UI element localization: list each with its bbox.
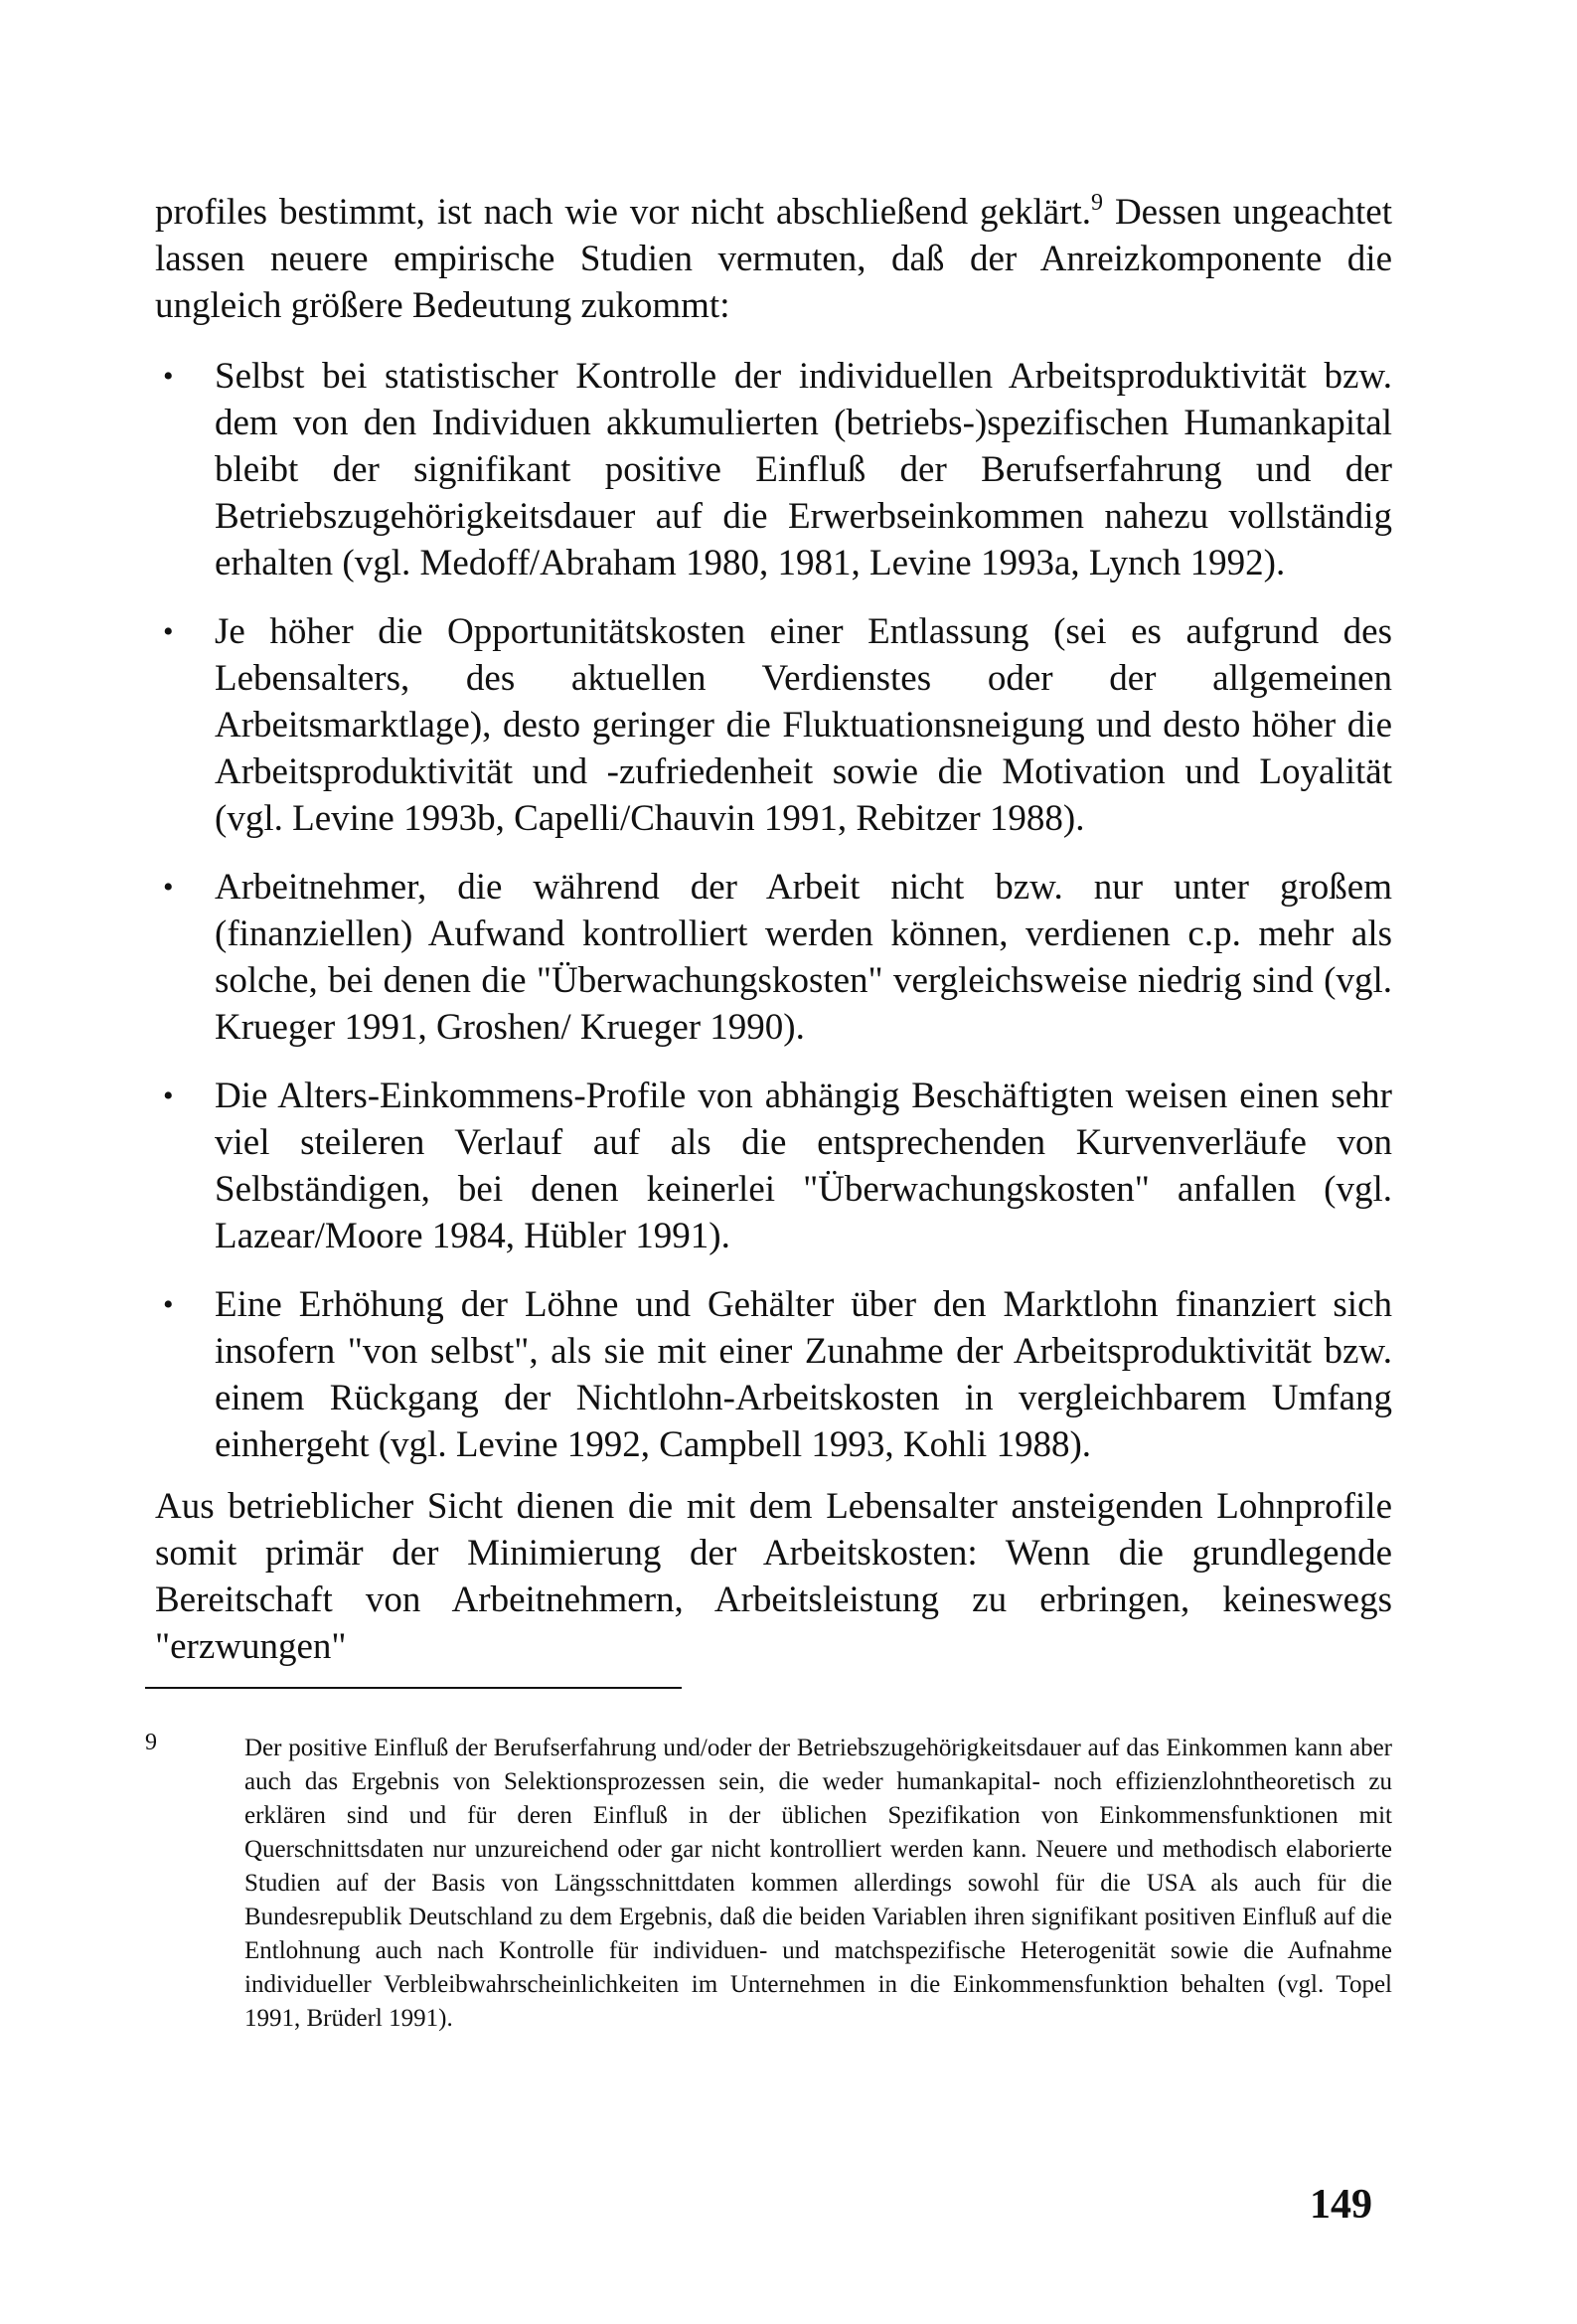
bullet-list	[155, 353, 1392, 1490]
bullet-icon: •	[163, 871, 174, 904]
bullet-icon: •	[163, 360, 174, 393]
intro-paragraph	[155, 189, 1392, 329]
list-item	[155, 1281, 1392, 1468]
bullet-text: Arbeitnehmer, die während der Arbeit nicht bzw. nur unter großem (finanziellen) Aufwand kontrolliert werden können, verdienen c.p. mehr als solche, bei denen die "Überwachungskosten" vergleichsweise niedrig sind (vgl. Krueger 1991, Groshen/ Krueger 1990).	[215, 867, 1392, 1048]
closing-paragraph: Aus betrieblicher Sicht dienen die mit dem Lebensalter ansteigenden Lohnprofile somit primär der Minimierung der Arbeitskosten: Wenn die grundlegende Bereitschaft von Arbeitnehmern, Arbeitsleistung zu erbringen, keineswegs "erzwungen"	[155, 1486, 1392, 1667]
list-item	[155, 864, 1392, 1051]
bullet-text: Eine Erhöhung der Löhne und Gehälter über den Marktlohn finanziert sich insofern "von selbst", als sie mit einer Zunahme der Arbeitsproduktivität bzw. einem Rückgang der Nichtlohn-Arbeitskosten in vergleichbarem Umfang einhergeht (vgl. Levine 1992, Campbell 1993, Kohli 1988).	[215, 1284, 1392, 1465]
list-item	[155, 353, 1392, 586]
intro-text-before-ref: profiles bestimmt, ist nach wie vor nicht abschließend geklärt.	[155, 192, 1092, 233]
footnote-text: Der positive Einfluß der Berufserfahrung und/oder der Betriebszugehörigkeitsdauer auf das Einkommen kann aber auch das Ergebnis von Selektionsprozessen sein, die weder humankapital- noch effizienzlohntheoretisch zu erklären sind und für deren Einfluß in der üblichen Spezifikation von Einkommensfunktionen mit Querschnittsdaten nur unzureichend oder gar nicht kontrolliert werden kann. Neuere und methodisch elaborierte Studien auf der Basis von Längsschnittdaten kommen allerdings sowohl für die USA als auch für die Bundesrepublik Deutschland zu dem Ergebnis, daß die beiden Variablen ihren signifikant positiven Einfluß auf die Entlohnung auch nach Kontrolle für individuen- und matchspezifische Heterogenität sowie die Aufnahme individueller Verbleibwahrscheinlichkeiten im Unternehmen in die Einkommensfunktion behalten (vgl. Topel 1991, Brüderl 1991).	[244, 1735, 1392, 2032]
footnote-divider	[145, 1687, 682, 1689]
page-number: 149	[1310, 2182, 1372, 2228]
footnote	[145, 1732, 1392, 2036]
list-item	[155, 608, 1392, 842]
list-item	[155, 1073, 1392, 1259]
bullet-icon: •	[163, 615, 174, 648]
footnote-reference: 9	[1091, 190, 1104, 216]
bullet-icon: •	[163, 1288, 174, 1321]
intro-text-after-ref: Dessen ungeachtet lassen neuere empirische Studien vermuten, daß der Anreizkomponente die ungleich größere Bedeutung zukommt:	[155, 192, 1392, 326]
bullet-text: Die Alters-Einkommens-Profile von abhängig Beschäftigten weisen einen sehr viel steileren Verlauf auf als die entsprechenden Kurvenverläufe von Selbständigen, bei denen keinerlei "Überwachungskosten" anfallen (vgl. Lazear/Moore 1984, Hübler 1991).	[215, 1076, 1392, 1256]
footnote-number: 9	[145, 1730, 157, 1755]
bullet-icon: •	[163, 1079, 174, 1112]
bullet-text: Selbst bei statistischer Kontrolle der individuellen Arbeitsproduktivität bzw. dem von den Individuen akkumulierten (betriebs-)spezifischen Humankapital bleibt der signifikant positive Einfluß der Berufserfahrung und der Betriebszugehörigkeitsdauer auf die Erwerbseinkommen nahezu vollständig erhalten (vgl. Medoff/Abraham 1980, 1981, Levine 1993a, Lynch 1992).	[215, 356, 1392, 583]
bullet-text: Je höher die Opportunitätskosten einer Entlassung (sei es aufgrund des Lebensalters, des aktuellen Verdienstes oder der allgemeinen Arbeitsmarktlage), desto geringer die Fluktuationsneigung und desto höher die Arbeitsproduktivität und -zufriedenheit sowie die Motivation und Loyalität (vgl. Levine 1993b, Capelli/Chauvin 1991, Rebitzer 1988).	[215, 611, 1392, 839]
